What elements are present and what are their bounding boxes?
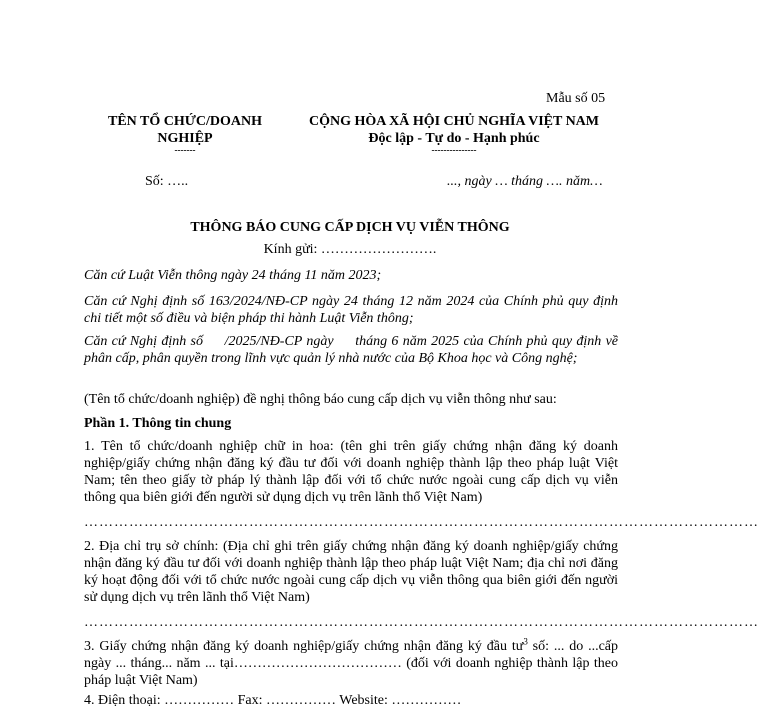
item-1-org-name: 1. Tên tổ chức/doanh nghiệp chữ in hoa: (tên ghi trên giấy chứng nhận đăng ký doanh nghiệp/giấy chứng nhận đăng ký đầu tư đối với doanh nghiệp thành lập theo pháp luật Việt Nam; tên theo giấy tờ pháp lý thành lập đối với tổ chức nước ngoài cung cấp dịch vụ viễn thông qua biên giới đến người sử dụng dịch vụ trên lãnh thổ Việt Nam) — [84, 439, 618, 505]
item-2-head-office: 2. Địa chỉ trụ sở chính: (Địa chỉ ghi trên giấy chứng nhận đăng ký doanh nghiệp/giấy chứng nhận đăng ký đầu tư đối với doanh nghiệp thành lập theo pháp luật Việt Nam; địa chỉ nơi đăng ký hoạt động đối với tổ chức nước ngoài cung cấp dịch vụ viễn thông qua biên giới đến người sử dụng dịch vụ trên lãnh thổ Việt Nam) — [84, 539, 618, 605]
item-3-registration — [84, 638, 618, 689]
basis-decree-163: Căn cứ Nghị định số 163/2024/NĐ-CP ngày 24 tháng 12 năm 2024 của Chính phủ quy định chi tiết một số điều và biện pháp thi hành Luật Viễn thông; — [84, 294, 618, 326]
footnote-marker: 3 — [523, 636, 528, 647]
fill-line-2: ……………………………………………………………………………………………………………………… — [84, 615, 759, 630]
form-number: Mẫu số 05 — [546, 91, 606, 106]
intro-text: (Tên tổ chức/doanh nghiệp) đề nghị thông báo cung cấp dịch vụ viễn thông như sau: — [84, 392, 557, 407]
org-name-line2: NGHIỆP — [157, 131, 213, 146]
org-rule: ------- — [174, 145, 196, 155]
document-number: Số: ….. — [145, 174, 189, 189]
item-3-text-part2: số: ... do ...cấp ngày ... tháng... năm ... tại……………………………… (đối với doanh nghiệp thành lập theo pháp luật Việt Nam) — [84, 639, 619, 688]
nation-rule: --------------- — [431, 145, 477, 155]
fill-line-1: ……………………………………………………………………………………………………………………… — [84, 515, 759, 530]
basis-law: Căn cứ Luật Viễn thông ngày 24 tháng 11 năm 2023; — [84, 268, 382, 283]
part1-heading: Phần 1. Thông tin chung — [84, 416, 232, 431]
date-line: ..., ngày … tháng …. năm… — [447, 174, 603, 189]
org-name-line1: TÊN TỔ CHỨC/DOANH — [107, 114, 262, 129]
recipient-line: Kính gửi: ……………………. — [263, 242, 437, 257]
item-4-phone-partial: 4. Điện thoại: …………… Fax: …………… Website: …………… — [84, 693, 462, 708]
item-3-text-part1: 3. Giấy chứng nhận đăng ký doanh nghiệp/giấy chứng nhận đăng ký đầu tư — [84, 639, 524, 654]
nation-motto: Độc lập - Tự do - Hạnh phúc — [368, 131, 540, 146]
nation-name: CỘNG HÒA XÃ HỘI CHỦ NGHĨA VIỆT NAM — [308, 114, 599, 129]
document-title: THÔNG BÁO CUNG CẤP DỊCH VỤ VIỄN THÔNG — [190, 220, 510, 235]
basis-decree-2025: Căn cứ Nghị định số /2025/NĐ-CP ngày tháng 6 năm 2025 của Chính phủ quy định về phân cấp, phân quyền trong lĩnh vực quản lý nhà nước của Bộ Khoa học và Công nghệ; — [84, 334, 622, 366]
